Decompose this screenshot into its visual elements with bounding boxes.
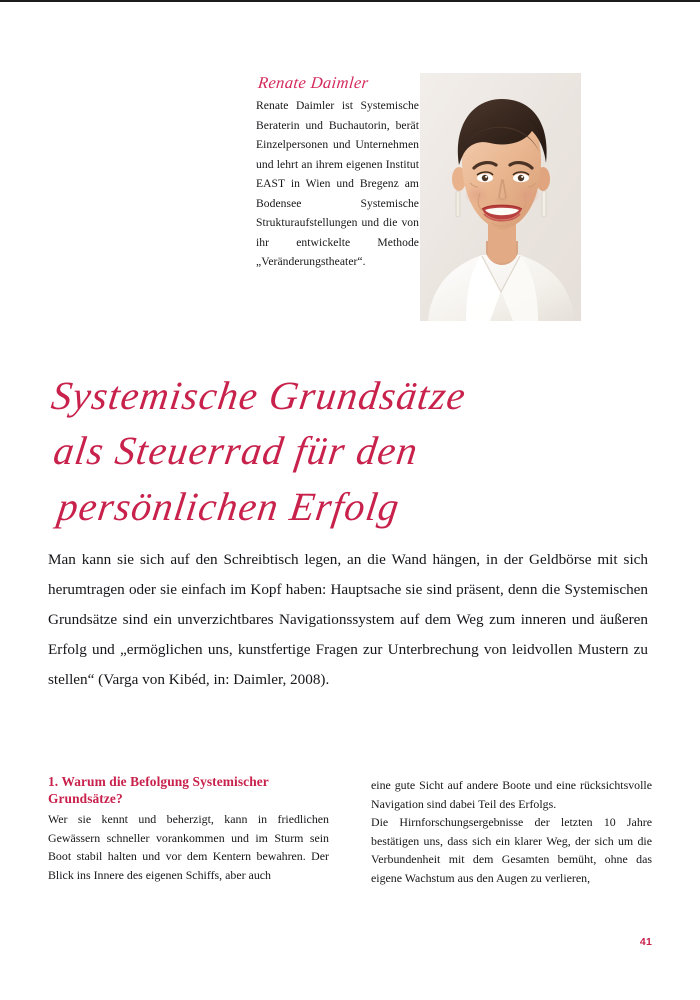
author-bio xyxy=(256,73,419,272)
author-name: Renate Daimler xyxy=(257,73,370,92)
headline-line-2: als Steuerrad für den xyxy=(50,428,422,474)
column-left-body: Wer sie kennt und beherzigt, kann in friedlichen Gewässern schneller vorankommen und im Sturm sein Boot stabil halten und vor dem Kentern bewahren. Der Blick ins Innere des eigenen Schiffs, aber auch xyxy=(48,812,329,882)
lead-paragraph: Man kann sie sich auf den Schreibtisch legen, an die Wand hängen, in der Geldbörse mit sich herumtragen oder sie einfach im Kopf haben: Hauptsache sie sind präsent, denn die Systemischen Grundsätze sind ein unverzichtbares Navigationssystem auf dem Weg zum inneren und äußeren Erfolg und „ermöglichen uns, kunstfertige Fragen zur Unterbrechung von leidvollen Mustern zu stellen“ (Varga von Kibéd, in: Daimler, 2008). xyxy=(48,551,648,688)
page-number: 41 xyxy=(639,936,652,948)
section-heading-1: 1. Warum die Befolgung Systemischer Grundsätze? xyxy=(48,774,269,806)
author-portrait xyxy=(420,73,581,321)
author-bio-text: Renate Daimler ist Systemische Beraterin und Buchautorin, berät Einzelpersonen und Unternehmen und lehrt an ihrem eigenen Institut EAST in Wien und Bregenz am Bodensee Systemische Strukturaufstellungen und die von ihr entwickelte Methode „Veränderungstheater“. xyxy=(256,99,419,268)
page-top-edge xyxy=(0,0,700,2)
body-columns xyxy=(48,774,652,888)
column-right-paragraph-1: eine gute Sicht auf andere Boote und eine rücksichtsvolle Navigation sind dabei Teil des Erfolgs. xyxy=(371,778,652,811)
author-block xyxy=(256,73,581,323)
page-title xyxy=(48,369,648,535)
headline-line-3: persönlichen Erfolg xyxy=(54,484,403,530)
column-right xyxy=(371,774,652,888)
column-left xyxy=(48,774,329,888)
headline-line-1: Systemische Grundsätze xyxy=(48,373,470,419)
column-right-paragraph-2: Die Hirnforschungsergebnisse der letzten 10 Jahre bestätigen uns, dass sich ein klarer Weg, der sich um die Verbundenheit mit dem Gesamten bemüht, ohne das eigene Wachstum aus den Augen zu verlieren, xyxy=(371,815,652,885)
portrait-illustration xyxy=(420,73,581,321)
